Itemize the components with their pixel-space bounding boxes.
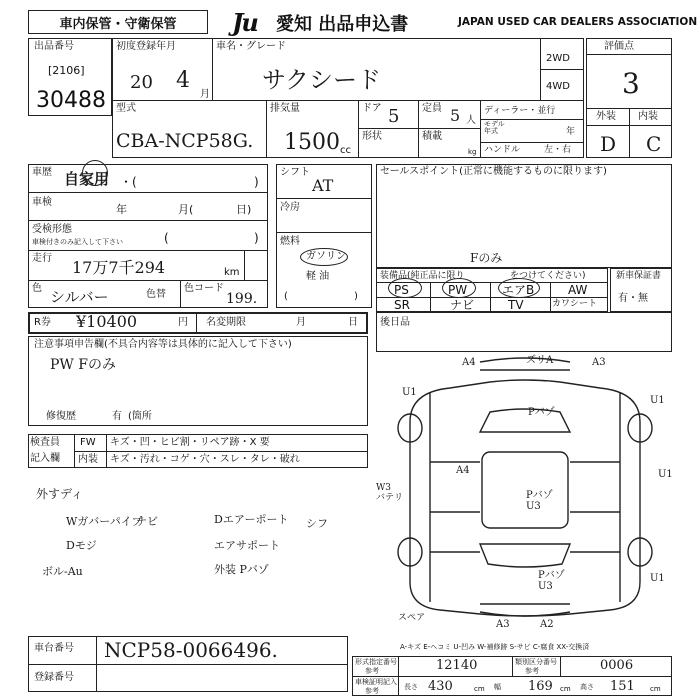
mark-pb-roof: Pバゾ U3 — [526, 490, 553, 512]
handnote-8: ボル-Au — [42, 565, 83, 578]
name-change-day: 日 — [348, 317, 358, 328]
notes-label: 注意事項申告欄(不具合内容等は具体的に記入して下さい) — [34, 339, 292, 350]
handnote-6: Dモジ — [66, 539, 97, 552]
rear-window — [480, 544, 570, 567]
divider — [28, 220, 268, 221]
load-unit: kg — [468, 148, 477, 156]
usage-rest: ・( — [120, 175, 137, 189]
divider — [358, 128, 418, 129]
first-reg-month: 4 — [176, 68, 190, 93]
divider — [28, 192, 268, 193]
association-name: JAPAN USED CAR DEALERS ASSOCIATION — [458, 16, 698, 28]
spec-height-unit: cm — [650, 685, 661, 693]
registration-label: 登録番号 — [34, 672, 74, 683]
capacity-value: 5 — [450, 106, 461, 125]
inspection-day: 日) — [236, 203, 252, 216]
handnote-7: エアサポート — [214, 539, 280, 552]
equip-ps-circle — [388, 278, 422, 298]
spec-width-unit: cm — [560, 685, 571, 693]
name-change-label: 名変期限 — [206, 317, 246, 328]
displacement-label: 排気量 — [270, 103, 300, 114]
car-name-label: 車名・グレード — [216, 41, 286, 52]
form-sub: 車検付きのみ記入して下さい — [32, 238, 123, 246]
spec-width-label: 幅 — [494, 683, 501, 691]
ju-logo-text: Ju — [232, 8, 257, 37]
equip-aw: AW — [568, 283, 588, 297]
fuel-label: 燃料 — [280, 236, 300, 247]
handle-label: ハンドル — [484, 145, 521, 155]
color-code-label: 色コード — [184, 283, 224, 294]
repair-place: (箇所 — [128, 411, 152, 422]
after-items-box — [376, 312, 672, 352]
interior-label: 内装 — [638, 111, 658, 122]
mark-u1-right-low: U1 — [650, 573, 665, 584]
divider — [586, 54, 672, 55]
car-name-value: サクシード — [262, 66, 382, 94]
divider — [430, 282, 431, 312]
capacity-label: 定員 — [422, 103, 442, 114]
spec-height-label: 高さ — [580, 683, 594, 691]
mileage-unit: km — [224, 267, 240, 278]
dealer-label: ディーラー・並行 — [484, 106, 556, 116]
notes-value: PW Fのみ — [50, 357, 116, 373]
capacity-unit: 人 — [466, 115, 476, 126]
form-close: ) — [254, 231, 259, 245]
inspector-label-1: 検査員 — [30, 437, 60, 448]
lot-number: 30488 — [36, 88, 106, 113]
equip-pw: PW — [448, 283, 468, 297]
divider — [196, 312, 197, 334]
spec-cat-label: 類別区分番号 — [515, 658, 557, 666]
year-unit: 年 — [566, 127, 576, 137]
mark-u1-right-top: U1 — [650, 395, 665, 406]
first-reg-label: 初度登録年月 — [116, 41, 176, 52]
fuel-paren: ( — [284, 291, 288, 302]
equip-ps: PS — [394, 283, 409, 297]
form-paren: ( — [164, 231, 169, 245]
spec-cert-label: 車検証明記入 — [355, 678, 397, 686]
warranty-options: 有・無 — [618, 293, 648, 304]
spec-length-label: 長さ — [404, 683, 418, 691]
mark-pb-rear: Pバゾ U3 — [538, 570, 565, 592]
handnote-9: 外装 Pバゾ — [214, 563, 269, 576]
model-label: 型式 — [116, 103, 136, 114]
inspector-interior-items: キズ・汚れ・コゲ・穴・スレ・タレ・破れ — [110, 454, 300, 465]
name-change-month: 月 — [296, 317, 306, 328]
spec-height: 151 — [610, 679, 635, 694]
r-ticket-unit: 円 — [178, 317, 188, 328]
handnote-3: ナビ — [136, 515, 158, 528]
chassis-value: NCP58-0066496. — [104, 638, 278, 662]
doors-value: 5 — [388, 106, 400, 127]
repair-has: 有 — [112, 411, 122, 422]
spec-ref-3: 参考 — [365, 687, 379, 695]
divider — [244, 250, 245, 280]
mark-u1-left: U1 — [402, 387, 417, 398]
inspector-interior: 内装 — [78, 454, 98, 465]
after-items-label: 後日品 — [380, 317, 410, 328]
divider — [512, 656, 513, 676]
usage-close: ) — [254, 175, 259, 189]
mark-a3: A3 — [592, 357, 606, 368]
divider — [96, 636, 97, 692]
divider — [358, 100, 359, 158]
model-year-label: モデル 年式 — [484, 120, 505, 136]
exterior-grade: D — [600, 132, 617, 156]
warranty-label: 新車保証書 — [616, 271, 662, 281]
inspector-fw: FW — [80, 437, 96, 448]
mark-a4: A4 — [462, 357, 476, 368]
divider — [106, 434, 107, 468]
spec-type-label: 形式指定番号 — [355, 658, 397, 666]
equip-pw-circle — [442, 278, 476, 298]
divider — [28, 280, 268, 281]
spec-type-value: 12140 — [436, 658, 478, 673]
org-title: 愛知 出品申込書 — [276, 14, 409, 35]
divider — [490, 282, 491, 312]
divider — [28, 664, 348, 665]
divider — [560, 656, 561, 676]
equip-airbag: エアB — [502, 283, 535, 297]
inspection-year: 年 — [116, 203, 127, 216]
divider — [418, 100, 419, 158]
divider — [550, 282, 551, 312]
divider — [629, 108, 630, 158]
divider — [352, 676, 672, 677]
mark-a3-low: A3 — [496, 619, 510, 630]
handnote-2: Wガバーパイプ — [66, 515, 143, 528]
divider — [28, 250, 268, 251]
lot-label: 出品番号 — [34, 41, 74, 52]
spec-ref-2: 参考 — [525, 667, 539, 675]
fuel-gas: ガソリン — [306, 251, 346, 262]
shift-label: シフト — [280, 167, 310, 178]
rating-value: 3 — [622, 67, 640, 100]
storage-label: 車内保管・守衛保管 — [59, 16, 177, 32]
fuel-close: ) — [354, 291, 358, 302]
mileage-value: 17万7千294 — [72, 258, 166, 277]
equipment-note: Fのみ — [470, 251, 503, 265]
spec-cat-value: 0006 — [600, 658, 634, 673]
r-ticket-label: R券 — [34, 317, 51, 328]
divider — [418, 128, 480, 129]
displacement-value: 1500 — [284, 130, 340, 155]
divider — [74, 451, 368, 452]
form-label: 受検形態 — [32, 224, 72, 235]
ac-label: 冷房 — [280, 202, 300, 213]
mark-a4-mid: A4 — [456, 465, 470, 476]
divider — [180, 280, 181, 308]
chassis-label: 車台番号 — [34, 643, 74, 654]
equipment-label-end: をつけてください) — [510, 271, 586, 281]
mark-pb-top: Pバゾ — [528, 407, 555, 418]
divider — [480, 100, 481, 158]
ju-logo — [232, 8, 276, 36]
handnote-5: シフ — [306, 517, 328, 530]
roof — [482, 452, 568, 528]
spec-length: 430 — [428, 679, 453, 694]
inspection-month: 月( — [178, 203, 194, 216]
divider — [266, 100, 267, 158]
windshield — [480, 409, 570, 432]
handle-options: 左・右 — [544, 145, 572, 155]
divider — [276, 232, 372, 233]
fuel-diesel: 軽 油 — [306, 271, 330, 282]
mark-suri: ズリA — [526, 355, 554, 366]
divider — [276, 198, 372, 199]
color-value: シルバー — [50, 288, 109, 306]
mark-a2: A2 — [540, 619, 554, 630]
repair-label: 修復歴 — [46, 411, 76, 422]
divider — [112, 100, 584, 101]
rating-label: 評価点 — [604, 41, 634, 52]
first-reg-year: 20 — [130, 72, 153, 93]
inspector-fw-items: キズ・凹・ヒビ割・リペア跡・X 要 — [110, 437, 270, 448]
inspection-label: 車検 — [32, 197, 52, 208]
lot-subnumber: [2106] — [48, 64, 85, 77]
shape-label: 形状 — [362, 131, 382, 142]
divider — [212, 38, 213, 100]
mark-w3: W3 バテリ — [376, 483, 404, 503]
sales-point-box — [376, 164, 672, 268]
usage-value: 自家用 — [64, 170, 110, 188]
exterior-label: 外装 — [596, 111, 616, 122]
drive-2wd: 2WD — [546, 53, 570, 64]
equip-airbag-circle — [498, 278, 540, 298]
sales-point-label: セールスポイント(正常に機能するものに限ります) — [380, 166, 607, 177]
damage-legend: A-キズ E-ヘコミ U-凹み W-補修跡 S-サビ C-腐食 XX-交換済 — [400, 643, 590, 651]
equip-leather: カワシート — [552, 299, 598, 309]
load-label: 積載 — [422, 131, 442, 142]
storage-box — [28, 10, 208, 34]
equip-tv: TV — [508, 298, 524, 312]
usage-label: 車歴 — [32, 167, 52, 178]
spec-width: 169 — [528, 679, 553, 694]
mileage-label: 走行 — [32, 253, 52, 264]
equip-navi: ナビ — [450, 298, 475, 312]
divider — [540, 69, 584, 70]
handnote-4: Dエアーポート — [214, 513, 289, 526]
shift-value: AT — [312, 176, 334, 195]
inspector-label-2: 記入欄 — [30, 453, 60, 464]
equipment-label: 装備品(純正品に限り — [380, 271, 465, 281]
color-code-value: 199. — [226, 291, 258, 307]
spec-length-unit: cm — [474, 685, 485, 693]
first-reg-month-unit: 月 — [200, 89, 210, 100]
divider — [398, 656, 399, 696]
usage-circle-mark — [82, 160, 108, 186]
mark-u1-right-mid: U1 — [658, 469, 673, 480]
spare-label: スペア — [398, 613, 426, 623]
drive-4wd: 4WD — [546, 81, 570, 92]
r-ticket-value: ¥10400 — [76, 312, 138, 331]
model-value: CBA-NCP58G. — [116, 130, 254, 152]
interior-grade: C — [646, 132, 662, 156]
displacement-unit: cc — [340, 145, 351, 156]
handnote-1: 外すディ — [36, 487, 84, 501]
color-label: 色 — [32, 283, 42, 294]
spec-ref-1: 参考 — [365, 667, 379, 675]
equip-sr: SR — [394, 298, 410, 312]
color-change-label: 色替 — [146, 289, 166, 300]
divider — [480, 142, 584, 143]
doors-label: ドア — [362, 103, 382, 114]
